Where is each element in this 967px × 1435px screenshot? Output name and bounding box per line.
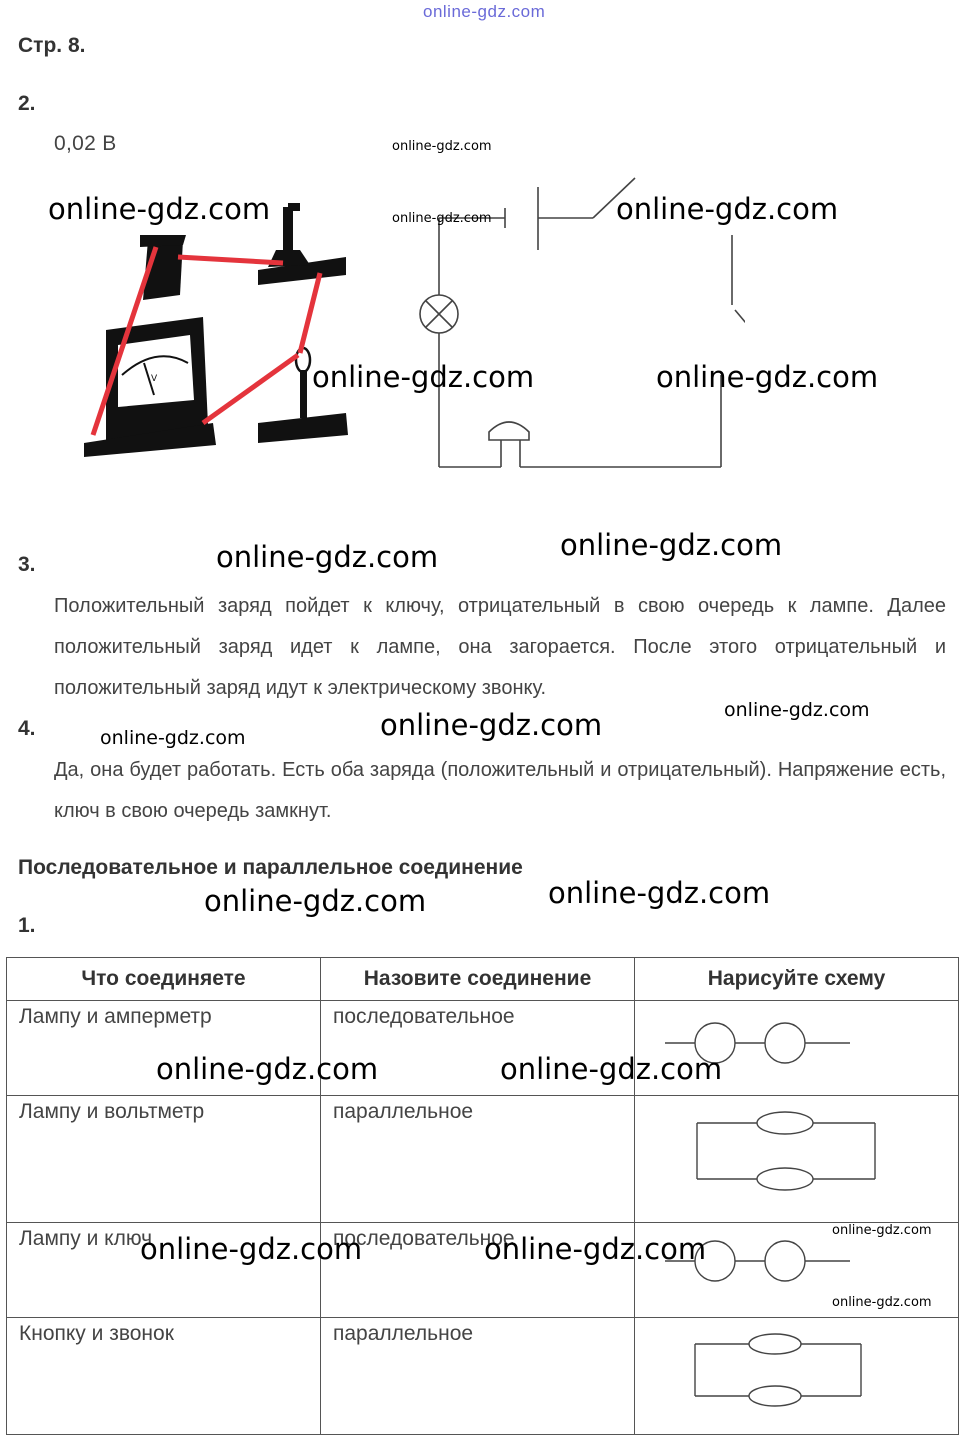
cell-what: Лампу и амперметр [19, 1005, 212, 1028]
table-row [7, 1001, 959, 1096]
site-mark: online-gdz.com [423, 2, 546, 21]
cell-type: параллельное [333, 1322, 474, 1345]
cell-what: Лампу и вольтметр [19, 1100, 205, 1123]
watermark: online-gdz.com [392, 211, 492, 226]
watermark: online-gdz.com [100, 727, 246, 749]
watermark: online-gdz.com [560, 528, 783, 562]
q4-text: Да, она будет работать. Есть оба заряда (положительный и отрицательный). Напряжение есть, ключ в свою очередь замкнут. [54, 759, 946, 822]
page-label: Стр. 8. [18, 34, 86, 57]
watermark: online-gdz.com [484, 1232, 707, 1266]
section-title: Последовательное и параллельное соединение [18, 856, 523, 879]
watermark: online-gdz.com [204, 884, 427, 918]
table-row [7, 1096, 959, 1223]
watermark: online-gdz.com [616, 192, 839, 226]
column-header: Что соединяете [7, 958, 321, 1001]
cell-type: параллельное [333, 1100, 474, 1123]
q2-answer: 0,02 В [54, 132, 117, 155]
parallel-scheme [635, 1318, 955, 1428]
watermark: online-gdz.com [140, 1232, 363, 1266]
watermark: online-gdz.com [500, 1052, 723, 1086]
table-cell [635, 1096, 959, 1223]
watermark: online-gdz.com [216, 540, 439, 574]
q3-number: 3. [18, 553, 36, 576]
cell-what: Кнопку и звонок [19, 1322, 174, 1345]
watermark: online-gdz.com [392, 139, 492, 154]
watermark: online-gdz.com [380, 708, 603, 742]
table-cell [321, 1096, 635, 1223]
q4-number: 4. [18, 717, 36, 740]
q3-text: Положительный заряд пойдет к ключу, отрицательный в свою очередь к лампе. Далее положительный заряд идет к лампе, она загорается. После этого отрицательный и положительный заряд идут к электрическому звонку. [54, 595, 946, 699]
watermark: online-gdz.com [724, 699, 870, 721]
connection-table [6, 957, 959, 1435]
column-header: Нарисуйте схему [635, 958, 959, 1001]
apparatus-drawing [78, 195, 358, 470]
watermark: online-gdz.com [548, 876, 771, 910]
table-row [7, 1318, 959, 1435]
table-cell [7, 1096, 321, 1223]
svg-text:V: V [151, 374, 158, 384]
watermark: online-gdz.com [312, 360, 535, 394]
cell-type: последовательное [333, 1227, 515, 1250]
watermark: online-gdz.com [656, 360, 879, 394]
table-cell [635, 1318, 959, 1435]
table-header-row [7, 958, 959, 1001]
table-cell [321, 1318, 635, 1435]
column-header: Назовите соединение [321, 958, 635, 1001]
watermark: online-gdz.com [156, 1052, 379, 1086]
cell-type: последовательное [333, 1005, 515, 1028]
watermark: online-gdz.com [48, 192, 271, 226]
table-cell [7, 1318, 321, 1435]
section-number: 1. [18, 914, 36, 937]
cell-what: Лампу и ключ [19, 1227, 153, 1250]
q2-number: 2. [18, 92, 36, 115]
watermark: online-gdz.com [832, 1223, 932, 1238]
parallel-scheme [635, 1096, 955, 1216]
watermark: online-gdz.com [832, 1295, 932, 1310]
